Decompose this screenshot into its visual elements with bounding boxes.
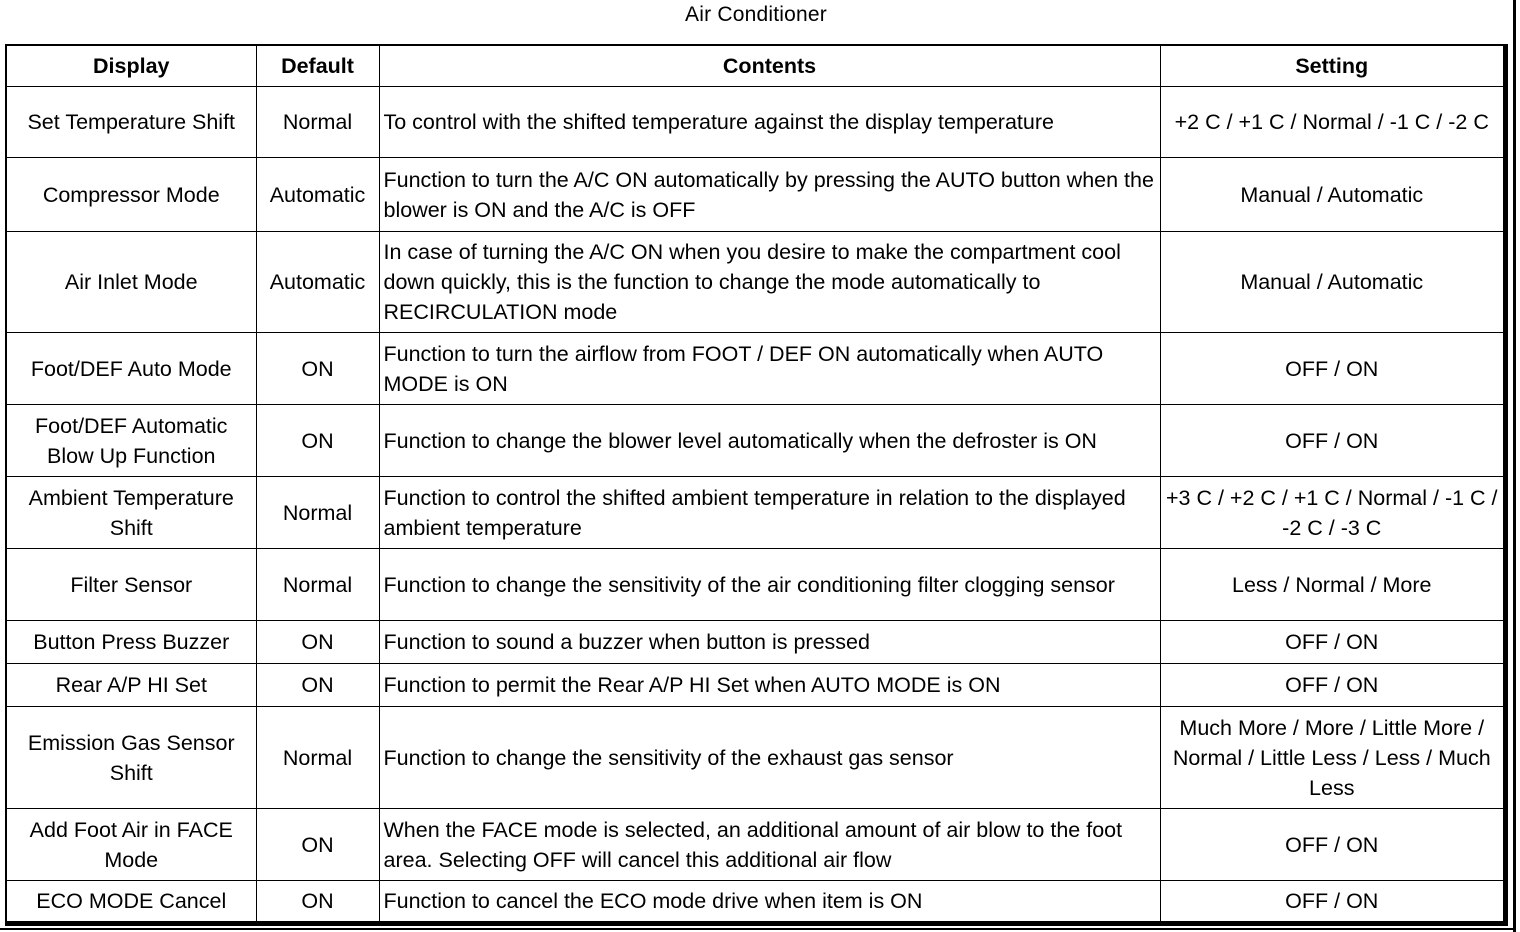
table-row — [7, 621, 1503, 664]
contents-cell: In case of turning the A/C ON when you desire to make the compartment cool down quickly, this is the function to change the mode automatically to RECIRCULATION mode — [379, 232, 1160, 333]
contents-cell: Function to change the sensitivity of the exhaust gas sensor — [379, 707, 1160, 809]
setting-cell: OFF / ON — [1160, 405, 1503, 477]
display-cell: Air Inlet Mode — [7, 232, 256, 333]
display-cell: Add Foot Air in FACE Mode — [7, 809, 256, 881]
display-cell: Compressor Mode — [7, 158, 256, 232]
default-cell: ON — [256, 333, 379, 405]
contents-cell: Function to change the sensitivity of the air conditioning filter clogging sensor — [379, 549, 1160, 621]
display-cell: ECO MODE Cancel — [7, 881, 256, 921]
contents-cell: Function to sound a buzzer when button is pressed — [379, 621, 1160, 664]
contents-cell: To control with the shifted temperature against the display temperature — [379, 87, 1160, 158]
table-row — [7, 333, 1503, 405]
setting-cell: +3 C / +2 C / +1 C / Normal / -1 C / -2 C / -3 C — [1160, 477, 1503, 549]
display-cell: Foot/DEF Auto Mode — [7, 333, 256, 405]
display-cell: Emission Gas Sensor Shift — [7, 707, 256, 809]
column-header-setting: Setting — [1160, 46, 1503, 87]
default-cell: Normal — [256, 87, 379, 158]
setting-cell: Much More / More / Little More / Normal / Little Less / Less / Much Less — [1160, 707, 1503, 809]
contents-cell: Function to turn the airflow from FOOT / DEF ON automatically when AUTO MODE is ON — [379, 333, 1160, 405]
table-row — [7, 707, 1503, 809]
column-header-display: Display — [7, 46, 256, 87]
table-row — [7, 477, 1503, 549]
page-title: Air Conditioner — [685, 3, 827, 26]
display-cell: Button Press Buzzer — [7, 621, 256, 664]
display-cell: Set Temperature Shift — [7, 87, 256, 158]
default-cell: ON — [256, 809, 379, 881]
setting-cell: OFF / ON — [1160, 809, 1503, 881]
table-header-row — [7, 46, 1503, 87]
setting-cell: Manual / Automatic — [1160, 158, 1503, 232]
setting-cell: OFF / ON — [1160, 881, 1503, 921]
table-row — [7, 549, 1503, 621]
bottom-edge-rule — [0, 928, 1516, 930]
right-edge-rule — [1513, 0, 1516, 932]
table-row — [7, 881, 1503, 921]
default-cell: ON — [256, 881, 379, 921]
contents-cell: Function to permit the Rear A/P HI Set when AUTO MODE is ON — [379, 664, 1160, 707]
contents-cell: Function to turn the A/C ON automatically by pressing the AUTO button when the blower is ON and the A/C is OFF — [379, 158, 1160, 232]
setting-cell: OFF / ON — [1160, 333, 1503, 405]
display-cell: Rear A/P HI Set — [7, 664, 256, 707]
display-cell: Foot/DEF Automatic Blow Up Function — [7, 405, 256, 477]
contents-cell: Function to change the blower level automatically when the defroster is ON — [379, 405, 1160, 477]
setting-cell: Manual / Automatic — [1160, 232, 1503, 333]
contents-cell: When the FACE mode is selected, an additional amount of air blow to the foot area. Selecting OFF will cancel this additional air flow — [379, 809, 1160, 881]
settings-table-frame — [5, 44, 1508, 926]
default-cell: Normal — [256, 707, 379, 809]
display-cell: Ambient Temperature Shift — [7, 477, 256, 549]
setting-cell: Less / Normal / More — [1160, 549, 1503, 621]
setting-cell: OFF / ON — [1160, 664, 1503, 707]
display-cell: Filter Sensor — [7, 549, 256, 621]
default-cell: ON — [256, 664, 379, 707]
setting-cell: OFF / ON — [1160, 621, 1503, 664]
default-cell: Automatic — [256, 232, 379, 333]
contents-cell: Function to control the shifted ambient temperature in relation to the displayed ambient temperature — [379, 477, 1160, 549]
table-row — [7, 809, 1503, 881]
column-header-default: Default — [256, 46, 379, 87]
default-cell: Normal — [256, 477, 379, 549]
default-cell: Normal — [256, 549, 379, 621]
table-row — [7, 405, 1503, 477]
table-row — [7, 87, 1503, 158]
contents-cell: Function to cancel the ECO mode drive when item is ON — [379, 881, 1160, 921]
default-cell: Automatic — [256, 158, 379, 232]
table-row — [7, 232, 1503, 333]
table-row — [7, 664, 1503, 707]
table-row — [7, 158, 1503, 232]
settings-table — [7, 46, 1503, 921]
default-cell: ON — [256, 621, 379, 664]
setting-cell: +2 C / +1 C / Normal / -1 C / -2 C — [1160, 87, 1503, 158]
column-header-contents: Contents — [379, 46, 1160, 87]
default-cell: ON — [256, 405, 379, 477]
